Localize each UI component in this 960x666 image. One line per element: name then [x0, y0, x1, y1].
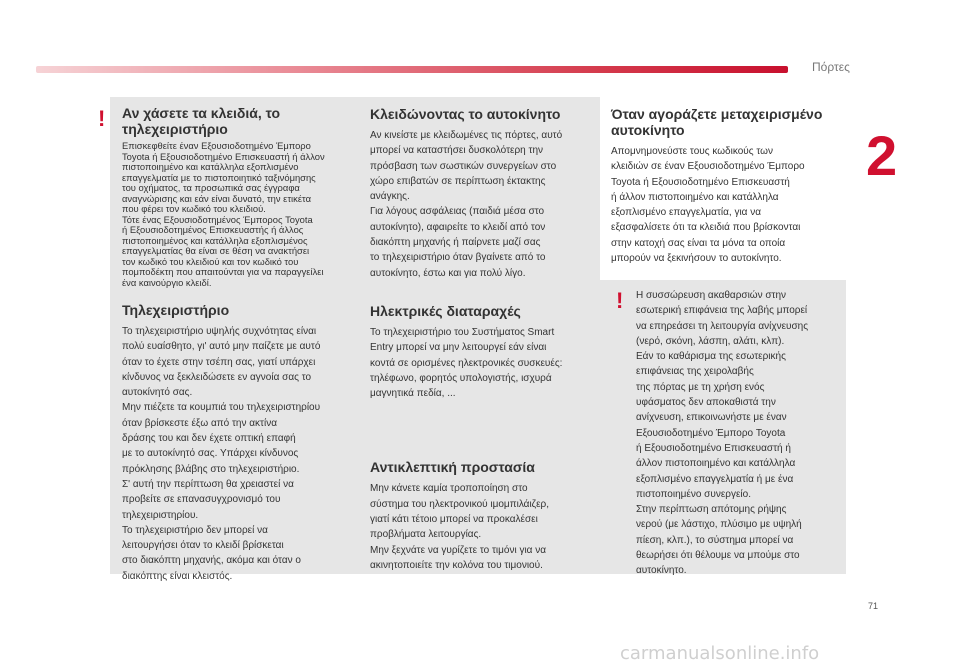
- dirt-warning-text: Η συσσώρευση ακαθαρσιών στην εσωτερική επιφάνεια της λαβής μπορεί να επηρεάσει τη λειτουργία ανίχνευσης (νερό, σκόνη, λάσπη, αλάτι, κλπ). Εάν το καθάρισμα της εσωτερικής επιφάνειας της χειρολαβής της πόρτας με τη χρήση ενός υφάσματος δεν αποκαθιστά την ανίχνευση, επικοινωνήστε με έναν Εξουσιοδοτημένο Έμπορο Toyota ή Εξουσιοδοτημένο Επισκευαστή ή άλλον πιστοποιημένο και κατάλληλα εξοπλισμένο επαγγελματία ή με ένα πιστοποιημένο συνεργείο. Στην περίπτωση απότομης ρήψης νερού (με λάστιχο, πλύσιμο με υψηλή πίεση, κλπ.), το σύστημα μπορεί να θεωρήσει ότι θέλουμε να μπούμε στο αυτοκίνητο.: [636, 290, 809, 577]
- locking-text: Αν κινείστε με κλειδωμένες τις πόρτες, αυτό μπορεί να καταστήσει δυσκολότερη την πρόσβαση των σωστικών συνεργείων στο χώρο επιβατών σε περίπτωση έκτακτης ανάγκης. Για λόγους ασφάλειας (παιδιά μέσα στο αυτοκίνητο), αφαιρείτε το κλειδί από τον διακόπτη μηχανής ή παίρνετε μαζί σας το τηλεχειριστήριο όταν βγαίνετε από το αυτοκίνητο, έστω και για πολύ λίγο.: [370, 130, 563, 279]
- remote-title: Τηλεχειριστήριο: [122, 302, 230, 318]
- used-car-text: Απομνημονεύστε τους κωδικούς των κλειδιών σε έναν Εξουσιοδοτημένο Έμπορο Toyota ή Εξουσιοδοτημένο Επισκευαστή ή άλλον πιστοποιημένο και κατάλληλα εξοπλισμένο επαγγελματία, για να εξασφαλίσετε ότι τα κλειδιά που βρίσκονται στην κατοχή σας είναι τα μόνα τα οποία μπορούν να ξεκινήσουν το αυτοκίνητο.: [611, 146, 805, 265]
- interference-text: Το τηλεχειριστήριο του Συστήματος Smart Entry μπορεί να μην λειτουργεί εάν είναι κοντά σε ορισμένες ηλεκτρονικές συσκευές: τηλέφωνο, φορητός υπολογιστής, ισχυρά μαγνητικά πεδία, ...: [370, 326, 563, 400]
- used-car-title: Όταν αγοράζετε μεταχειρισμένο αυτοκίνητο: [611, 106, 823, 138]
- antitheft-title: Αντικλεπτική προστασία: [370, 459, 535, 476]
- column-1: [122, 105, 354, 584]
- locking-title: Κλειδώνοντας το αυτοκίνητο: [370, 106, 561, 122]
- column-3: [611, 106, 843, 266]
- interference-title: Ηλεκτρικές διαταραχές: [370, 302, 521, 319]
- lost-keys-text: Επισκεφθείτε έναν Εξουσιοδοτημένο Έμπορο Toyota ή Εξουσιοδοτημένο Επισκευαστή ή άλλον πιστοποιημένο και κατάλληλα εξοπλισμένο επαγγελματία με το πιστοποιητικό ταξινόμησης του οχήματος, τα προσωπικά σας έγγραφα αναγνώρισης και εάν είναι δυνατό, την ετικέτα που φέρει τον κωδικό του κλειδιού. Τότε ένας Εξουσιοδοτημένος Έμπορος Toyota ή Εξουσιοδοτημένος Επισκευαστής ή άλλος πιστοποιημένος και κατάλληλα εξοπλισμένος επαγγελματίας θα είναι σε θέση να ανακτήσει τον κωδικό του κλειδιού και τον κωδικό του πομποδέκτη που απαιτούνται για να παραγγείλει ένα καινούργιο κλειδί.: [122, 140, 325, 288]
- chapter-number: 2: [866, 124, 898, 187]
- watermark: carmanualsonline.info: [620, 643, 820, 664]
- dirt-warning-block: [636, 288, 842, 579]
- antitheft-text: Μην κάνετε καμία τροποποίηση στο σύστημα του ηλεκτρονικού ιμομπιλάιζερ, γιατί κάτι τέτοιο μπορεί να προκαλέσει προβλήματα λειτουργίας. Μην ξεχνάτε να γυρίζετε το τιμόνι για να ακινητοποιείτε την κολόνα του τιμονιού.: [370, 483, 550, 571]
- remote-text: Το τηλεχειριστήριο υψηλής συχνότητας είναι πολύ ευαίσθητο, γι' αυτό μην παίζετε με αυτό όταν το έχετε στην τσέπη σας, γιατί υπάρχει κίνδυνος να ξεκλειδώσετε εν αγνοία σας το αυτοκίνητό σας. Μην πιέζετε τα κουμπιά του τηλεχειριστηρίου όταν βρίσκεστε έξω από την ακτίνα δράσης του και δεν έχετε οπτική επαφή με το αυτοκίνητό σας. Υπάρχει κίνδυνος πρόκλησης βλάβης στο τηλεχειριστήριο. Σ' αυτή την περίπτωση θα χρειαστεί να προβείτε σε επανασυγχρονισμό του τηλεχειριστηρίου. Το τηλεχειριστήριο δεν μπορεί να λειτουργήσει όταν το κλειδί βρίσκεται στο διακόπτη μηχανής, ακόμα και όταν ο διακόπτης είναι κλειστός.: [122, 326, 321, 582]
- section-title: Πόρτες: [812, 60, 850, 74]
- page-number: 71: [868, 601, 879, 611]
- warning-exclamation-icon: !: [98, 106, 106, 131]
- column-2: [370, 106, 595, 573]
- warning-exclamation-icon-2: !: [616, 288, 624, 313]
- lost-keys-title: Αν χάσετε τα κλειδιά, το τηλεχειριστήριο: [122, 105, 281, 137]
- header-accent-bar: [36, 66, 788, 73]
